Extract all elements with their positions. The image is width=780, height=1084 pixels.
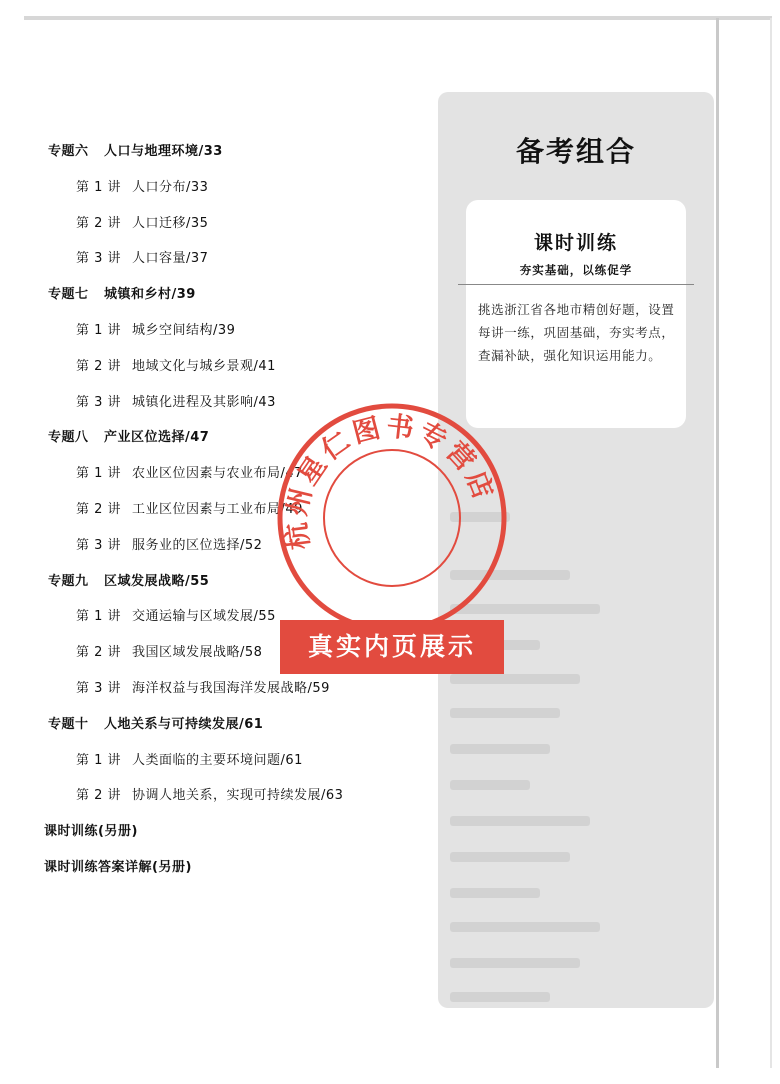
faded-text bbox=[450, 674, 580, 684]
toc-number: 第 2 讲 bbox=[76, 502, 122, 517]
toc-lesson bbox=[76, 609, 276, 625]
toc-number: 专题七 bbox=[48, 287, 89, 303]
toc-number: 专题九 bbox=[48, 573, 89, 589]
toc-extra: 课时训练答案详解(另册) bbox=[44, 860, 192, 875]
toc-lesson bbox=[76, 502, 303, 518]
toc-topic bbox=[48, 430, 209, 446]
toc-number: 第 1 讲 bbox=[76, 752, 122, 768]
card-body: 挑选浙江省各地市精创好题，设置每讲一练，巩固基础，夯实考点，查漏补缺，强化知识运用能力。 bbox=[478, 302, 675, 363]
toc-title: 城镇和乡村/39 bbox=[104, 287, 196, 303]
course-training-card bbox=[466, 200, 686, 428]
toc-title: 海洋权益与我国海洋发展战略/59 bbox=[132, 681, 330, 696]
right-page-edge bbox=[770, 18, 772, 1068]
toc-extra: 课时训练(另册) bbox=[44, 824, 138, 840]
toc-title: 人口容量/37 bbox=[132, 251, 209, 267]
toc-number: 第 1 讲 bbox=[76, 466, 122, 482]
stamp-ring-text: 杭州星仁图书专营店 bbox=[280, 411, 500, 552]
toc-topic bbox=[48, 717, 263, 733]
toc-lesson bbox=[76, 359, 276, 375]
toc-number: 第 2 讲 bbox=[76, 358, 122, 374]
faded-text bbox=[450, 992, 550, 1002]
toc-number: 第 3 讲 bbox=[76, 681, 122, 696]
toc-title: 人口迁移/35 bbox=[132, 215, 209, 231]
toc-title: 人类面临的主要环境问题/61 bbox=[132, 752, 303, 768]
toc-title: 区域发展战略/55 bbox=[104, 573, 210, 589]
toc-number: 第 1 讲 bbox=[76, 323, 122, 338]
toc-title: 城镇化进程及其影响/43 bbox=[132, 394, 276, 410]
toc-number: 第 2 讲 bbox=[76, 788, 122, 804]
real-page-banner bbox=[280, 620, 504, 674]
faded-text bbox=[450, 816, 590, 826]
toc-topic bbox=[48, 574, 209, 590]
card-subtitle: 夯实基础，以练促学 bbox=[519, 263, 633, 277]
toc-topic bbox=[48, 144, 223, 160]
toc-title: 产业区位选择/47 bbox=[104, 430, 210, 446]
toc-title: 我国区域发展战略/58 bbox=[132, 645, 263, 661]
faded-text bbox=[450, 958, 580, 968]
faded-text bbox=[450, 922, 600, 932]
toc-number: 第 1 讲 bbox=[76, 179, 122, 195]
faded-text bbox=[450, 708, 560, 718]
toc-lesson bbox=[76, 395, 276, 411]
shop-seal-stamp bbox=[272, 398, 512, 638]
toc-number: 第 2 讲 bbox=[76, 645, 122, 661]
toc-topic bbox=[48, 287, 196, 303]
banner-text: 真实内页展示 bbox=[307, 632, 476, 661]
toc-number: 第 1 讲 bbox=[76, 609, 122, 625]
toc-title: 城乡空间结构/39 bbox=[132, 323, 236, 338]
toc-title: 交通运输与区域发展/55 bbox=[132, 609, 276, 625]
toc-number: 专题八 bbox=[48, 430, 89, 446]
toc-title: 人口分布/33 bbox=[132, 179, 209, 195]
toc-title: 服务业的区位选择/52 bbox=[132, 537, 263, 553]
toc-lesson bbox=[76, 788, 343, 804]
toc-lesson bbox=[76, 645, 262, 661]
faded-text bbox=[450, 744, 550, 754]
toc-lesson bbox=[76, 753, 303, 769]
toc-lesson bbox=[76, 216, 208, 232]
toc-number: 专题六 bbox=[48, 144, 89, 159]
faded-text bbox=[450, 780, 530, 790]
toc-number: 第 3 讲 bbox=[76, 394, 122, 410]
toc-lesson bbox=[76, 538, 262, 554]
card-title: 课时训练 bbox=[533, 232, 618, 254]
faded-text bbox=[450, 852, 570, 862]
card-divider bbox=[458, 284, 694, 285]
toc-lesson bbox=[76, 323, 235, 339]
faded-text bbox=[450, 888, 540, 898]
toc-lesson bbox=[76, 180, 208, 196]
toc-number: 第 2 讲 bbox=[76, 215, 122, 231]
toc-title: 农业区位因素与农业布局/47 bbox=[132, 466, 303, 482]
panel-title: 备考组合 bbox=[515, 135, 636, 168]
toc-title: 人口与地理环境/33 bbox=[104, 144, 223, 159]
toc-number: 专题十 bbox=[48, 716, 89, 732]
toc-title: 地域文化与城乡景观/41 bbox=[132, 358, 276, 374]
toc-lesson bbox=[76, 251, 208, 267]
toc-lesson bbox=[76, 681, 330, 697]
right-frame-line bbox=[716, 18, 719, 1068]
toc-lesson bbox=[76, 466, 303, 482]
toc-title: 工业区位因素与工业布局/49 bbox=[132, 502, 303, 517]
toc-title: 人地关系与可持续发展/61 bbox=[104, 716, 264, 732]
toc-title: 协调人地关系，实现可持续发展/63 bbox=[132, 788, 344, 804]
toc-number: 第 3 讲 bbox=[76, 537, 122, 553]
toc-number: 第 3 讲 bbox=[76, 251, 122, 267]
